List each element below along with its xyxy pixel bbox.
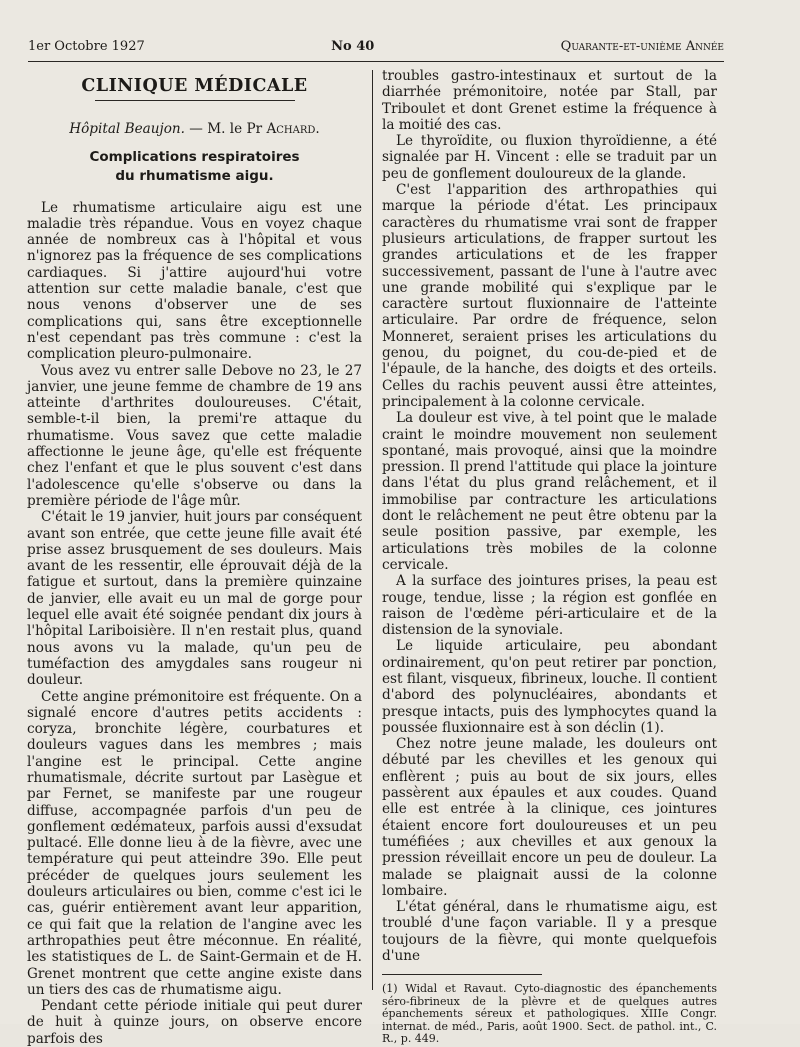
paragraph-left-5: Pendant cette période initiale qui peut durer de huit à quinze jours, on observe encore parfois des xyxy=(27,998,362,1047)
paragraph-right-4: La douleur est vive, à tel point que le malade craint le moindre mouvement non seulement spontané, mais provoqué, ainsi que la moindre pression. Il prend l'attitude qui place la jointure dans l'état du plus grand relâchement, et il immobilise par contracture les articulations dont le relâchement ne peut être obtenu par la seule position passive, par exemple, les articulations très mobiles de la colonne cervicale. xyxy=(382,410,717,573)
header-rule xyxy=(28,61,724,62)
paragraph-right-8: L'état général, dans le rhumatisme aigu, est troublé d'une façon variable. Il y a presque toujours de la fièvre, qui monte quelquefois d'une xyxy=(382,899,717,965)
paragraph-left-4: Cette angine prémonitoire est fréquente. On a signalé encore d'autres petits accidents : coryza, bronchite légère, courbatures et douleurs vagues dans les membres ; mais l'angine est le principal. Cette angine rhumatismale, décrite surtout par Lasègue et par Fernet, se manifeste par une rougeur diffuse, accompagnée parfois d'un peu de gonflement œdémateux, parfois aussi d'exsudat pultacé. Elle donne lieu à de la fièvre, avec une température qui peut atteindre 39o. Elle peut précéder de quelques jours seulement les douleurs articulaires ou bien, comme c'est ici le cas, guérir entièrement avant leur apparition, ce qui fait que la relation de l'angine avec les arthropathies peut être méconnue. En réalité, les statistiques de L. de Saint-Germain et de H. Grenet montrent que cette angine existe dans un tiers des cas de rhumatisme aigu. xyxy=(27,688,362,998)
article-title-line-2: du rhumatisme aigu. xyxy=(115,167,274,184)
paragraph-right-5: A la surface des jointures prises, la peau est rouge, tendue, lisse ; la région est gonflée en raison de l'œdème péri-articulaire et de la distension de la synoviale. xyxy=(382,573,717,639)
paragraph-right-6: Le liquide articulaire, peu abondant ordinairement, qu'on peut retirer par ponction, est filant, visqueux, fibrineux, louche. Il contient d'abord des polynucléaires, abondants et presque intacts, puis des lymphocytes quand la poussée fluxionnaire est à son déclin (1). xyxy=(382,638,717,736)
paragraph-right-7: Chez notre jeune malade, les douleurs ont débuté par les chevilles et les genoux qui enflèrent ; puis au bout de six jours, elles passèrent aux épaules et aux coudes. Quand elle est entrée à la clinique, ces jointures étaient encore fort douloureuses et un peu tuméfiées ; aux chevilles et aux genoux la pression réveillait encore un peu de douleur. La malade se plaignait aussi de la colonne lombaire. xyxy=(382,736,717,899)
header-year: Quarante-et-unième Année xyxy=(560,38,724,54)
paragraph-left-1: Le rhumatisme articulaire aigu est une maladie très répandue. Vous en voyez chaque année de nombreux cas à l'hôpital et vous n'ignorez pas la fréquence de ses complications cardiaques. Si j'attire aujourd'hui votre attention sur cette maladie banale, c'est que nous venons d'observer une de ses complications qui, sans être exceptionnelle n'est cependant pas très commune : c'est la complication pleuro-pulmonaire. xyxy=(27,199,362,363)
running-header xyxy=(28,36,724,56)
paragraph-right-3: C'est l'apparition des arthropathies qui marque la période d'état. Les principaux caractères du rhumatisme vrai sont de frapper plusieurs articulations, de frapper surtout les grandes articulations et de les frapper successivement, passant de l'une à l'autre avec une grande mobilité qui s'explique par le caractère surtout fluxionnaire de l'atteinte articulaire. Par ordre de fréquence, selon Monneret, seraient prises les articulations du genou, du poignet, du cou-de-pied et de l'épaule, de la hanche, des doigts et des orteils. Celles du rachis peuvent aussi être atteintes, principalement à la colonne cervicale. xyxy=(382,182,717,410)
header-issue: No 40 xyxy=(331,38,375,54)
left-column xyxy=(27,68,362,1047)
footnote-rule xyxy=(382,974,542,975)
section-title: CLINIQUE MÉDICALE xyxy=(81,76,308,96)
footnote: (1) Widal et Ravaut. Cyto-diagnostic des épanchements séro-fibrineux de la plèvre et de quelques autres épanchements séreux et pathologiques. XIIIe Congr. internat. de méd., Paris, août 1900. Sect. de pathol. int., C. R., p. 449. xyxy=(382,982,717,1045)
right-column xyxy=(382,68,717,1045)
paragraph-right-2: Le thyroïdite, ou fluxion thyroïdienne, a été signalée par H. Vincent : elle se traduit par un peu de gonflement douloureux de la glande. xyxy=(382,133,717,182)
hospital-name: Hôpital Beaujon. xyxy=(69,121,185,138)
author-prefix: — M. le Pr xyxy=(184,121,267,138)
author-name: Achard. xyxy=(266,121,320,138)
article-title-line-1: Complications respiratoires xyxy=(89,148,300,165)
paragraph-right-1: troubles gastro-intestinaux et surtout de la diarrhée prémonitoire, notée par Stall, par Triboulet et dont Grenet estime la fréquence à la moitié des cas. xyxy=(382,68,717,133)
column-divider xyxy=(372,70,373,990)
paragraph-left-3: C'était le 19 janvier, huit jours par conséquent avant son entrée, que cette jeune fille avait été prise assez brusquement de ses douleurs. Mais avant de les ressentir, elle éprouvait déjà de la fatigue et surtout, dans la première quinzaine de janvier, elle avait eu un mal de gorge pour lequel elle avait été soignée pendant dix jours à l'hôpital Lariboisière. Il n'en restait plus, quand nous avons vu la malade, qu'un peu de tuméfaction des amygdales sans rougeur ni douleur. xyxy=(27,509,362,689)
article-title xyxy=(27,148,362,186)
section-title-rule xyxy=(95,100,295,101)
paragraph-left-2: Vous avez vu entrer salle Debove no 23, le 27 janvier, une jeune femme de chambre de 19 ans atteinte d'arthrites douloureuses. C'était, semble-t-il bien, la premi're attaque du rhumatisme. Vous savez que cette maladie affectionne le jeune âge, qu'elle est fréquente chez l'enfant et que le plus souvent c'est dans l'adolescence qu'elle s'observe ou dans la première période de l'âge mûr. xyxy=(27,362,362,509)
header-date: 1er Octobre 1927 xyxy=(28,38,145,54)
hospital-line xyxy=(27,121,362,137)
